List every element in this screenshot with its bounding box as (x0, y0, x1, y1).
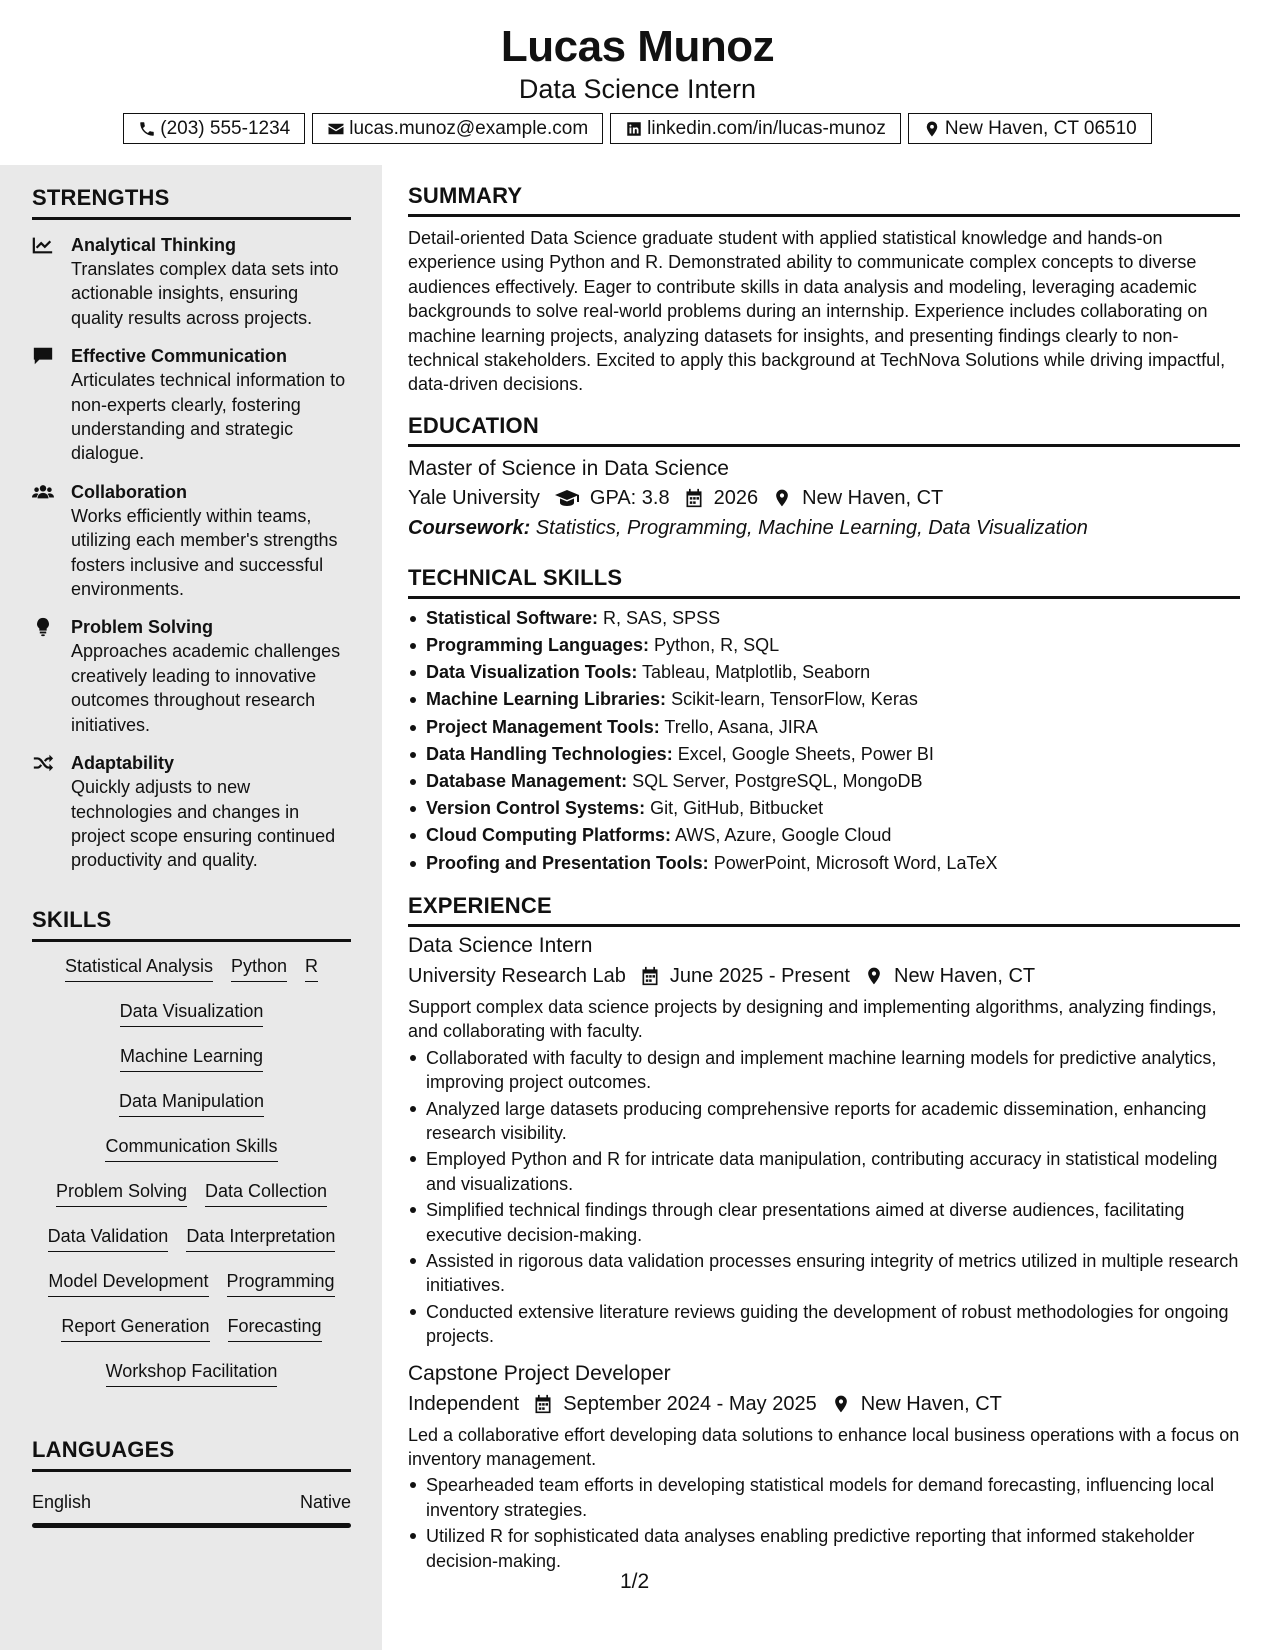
skill-values: SQL Server, PostgreSQL, MongoDB (627, 771, 923, 792)
summary-section (408, 183, 1240, 397)
degree-title: Master of Science in Data Science (408, 456, 729, 480)
skill-values: R, SAS, SPSS (598, 607, 721, 628)
skill-category: Programming Languages: (426, 635, 650, 656)
list-item (408, 795, 1240, 822)
skill-tag: Communication Skills (105, 1134, 277, 1162)
skill-values: Trello, Asana, JIRA (659, 716, 818, 737)
list-item: Assisted in rigorous data validation processes ensuring integrity of metrics utilized in multiple research initiatives. (408, 1249, 1240, 1298)
graduation-cap-icon (554, 488, 580, 508)
skill-row (32, 1224, 351, 1269)
skill-values: Scikit-learn, TensorFlow, Keras (666, 689, 918, 710)
list-item (408, 768, 1240, 795)
phone-icon (138, 120, 156, 138)
contact-linkedin[interactable] (610, 113, 901, 144)
skill-values: AWS, Azure, Google Cloud (670, 825, 892, 846)
skill-tag: Workshop Facilitation (106, 1359, 278, 1387)
gpa (554, 483, 670, 513)
page-number: 1/2 (620, 1570, 650, 1593)
location-text: New Haven, CT (802, 486, 944, 509)
list-item (408, 686, 1240, 713)
lightbulb-icon (32, 617, 54, 637)
skill-values: PowerPoint, Microsoft Word, LaTeX (708, 852, 998, 873)
strength-title: Analytical Thinking (71, 235, 237, 255)
calendar-icon (640, 966, 660, 986)
strengths-heading: STRENGTHS (32, 185, 351, 220)
strength-description: Approaches academic challenges creatively leading to innovative outcomes throughout research initiatives. (71, 641, 341, 735)
education-meta (408, 483, 1240, 513)
skill-category: Version Control Systems: (426, 798, 646, 819)
strength-title: Collaboration (71, 481, 187, 502)
list-item: Utilized R for sophisticated data analyses enabling predictive reporting that informed stakeholder decision-making. (408, 1524, 1240, 1573)
skill-row (32, 1314, 351, 1359)
map-pin-icon (772, 488, 792, 508)
speech-bubble-icon (32, 346, 54, 366)
skill-values: Excel, Google Sheets, Power BI (672, 743, 934, 764)
calendar-icon (533, 1394, 553, 1414)
job-location (831, 1389, 1002, 1419)
year-text: 2026 (713, 486, 759, 509)
skill-row (32, 1359, 351, 1404)
phone-text: (203) 555-1234 (160, 117, 291, 139)
job-org: University Research Lab (408, 964, 626, 987)
strength-item (32, 480, 351, 602)
list-item: Conducted extensive literature reviews guiding the development of robust methodologies for ongoing projects. (408, 1300, 1240, 1349)
job-entry (408, 1359, 1240, 1573)
map-pin-icon (831, 1394, 851, 1414)
list-item (408, 822, 1240, 849)
location-text: New Haven, CT 06510 (944, 117, 1137, 139)
strength-item (32, 233, 351, 330)
skill-row (32, 1134, 351, 1179)
skill-values: Python, R, SQL (649, 635, 780, 656)
contact-phone[interactable] (123, 113, 305, 144)
job-entry (408, 931, 1240, 1349)
job-location (864, 961, 1035, 991)
skill-tag: Problem Solving (56, 1179, 187, 1207)
coursework-list: Statistics, Programming, Machine Learning, Data Visualization (530, 516, 1088, 539)
list-item (408, 714, 1240, 741)
envelope-icon (327, 120, 345, 138)
strength-item (32, 615, 351, 737)
grad-year (684, 483, 759, 513)
sidebar (0, 165, 382, 1650)
job-meta (408, 1389, 1240, 1419)
skill-category: Database Management: (426, 771, 628, 792)
candidate-role: Data Science Intern (518, 74, 757, 104)
job-meta (408, 961, 1240, 991)
email-text: lucas.munoz@example.com (349, 117, 589, 139)
skills-section (32, 907, 351, 1404)
strength-title: Adaptability (71, 753, 175, 774)
skill-category: Statistical Software: (426, 607, 599, 628)
skill-tag: Data Interpretation (186, 1224, 335, 1252)
contact-location[interactable] (908, 113, 1152, 144)
coursework (408, 513, 1240, 543)
skill-category: Project Management Tools: (426, 716, 660, 737)
skill-values: Tableau, Matplotlib, Seaborn (637, 662, 871, 683)
job-bullets (408, 1473, 1240, 1573)
skill-category: Proofing and Presentation Tools: (426, 852, 709, 873)
strength-item (32, 344, 351, 466)
gpa-text: GPA: 3.8 (589, 486, 670, 509)
skill-row (32, 1044, 351, 1089)
strength-title: Effective Communication (71, 346, 288, 367)
strength-description: Translates complex data sets into actionable insights, ensuring quality results across projects. (71, 259, 339, 328)
skill-row (32, 1089, 351, 1134)
dates-text: June 2025 - Present (669, 964, 850, 987)
language-proficiency-bar (32, 1523, 351, 1528)
skill-tag: Data Manipulation (119, 1089, 264, 1117)
job-summary: Led a collaborative effort developing data solutions to enhance local business operations with a focus on inventory management. (408, 1424, 1240, 1469)
skill-tags (32, 954, 351, 1404)
language-name: English (32, 1492, 92, 1512)
education-heading: EDUCATION (408, 413, 1240, 447)
skill-tag: Data Validation (48, 1224, 169, 1252)
skill-tag: Model Development (48, 1269, 208, 1297)
shuffle-icon (32, 753, 54, 773)
list-item: Analyzed large datasets producing comprehensive reports for academic dissemination, enhancing research visibility. (408, 1097, 1240, 1146)
list-item (408, 850, 1240, 877)
skill-tag: Data Visualization (120, 999, 264, 1027)
technical-skills-list (408, 605, 1240, 877)
strength-description: Articulates technical information to non-experts clearly, fostering understanding and strategic dialogue. (71, 370, 346, 464)
list-item: Collaborated with faculty to design and implement machine learning models for predictive analytics, improving project outcomes. (408, 1046, 1240, 1095)
skill-tag: Forecasting (228, 1314, 322, 1342)
list-item (408, 741, 1240, 768)
skill-tag: Data Collection (205, 1179, 327, 1207)
language-level: Native (299, 1492, 351, 1512)
linkedin-text: linkedin.com/in/lucas-munoz (647, 117, 886, 139)
skill-row (32, 1269, 351, 1314)
skill-tag: Machine Learning (120, 1044, 263, 1072)
skill-values: Git, GitHub, Bitbucket (645, 798, 824, 819)
job-dates (640, 961, 850, 991)
list-item (408, 605, 1240, 632)
list-item: Spearheaded team efforts in developing statistical models for demand forecasting, influencing local inventory strategies. (408, 1473, 1240, 1522)
skill-row (32, 1179, 351, 1224)
language-item (32, 1492, 351, 1513)
technical-skills-section (408, 565, 1240, 877)
skill-row (32, 954, 351, 999)
location-text: New Haven, CT (894, 964, 1036, 987)
location-text: New Haven, CT (860, 1392, 1002, 1415)
job-bullets (408, 1046, 1240, 1349)
skill-tag: R (305, 954, 318, 982)
strength-description: Works efficiently within teams, utilizing each member's strengths fosters inclusive and successful environments. (71, 505, 338, 600)
candidate-name: Lucas Munoz (500, 22, 775, 71)
technical-skills-heading: TECHNICAL SKILLS (408, 565, 1240, 599)
skill-tag: Report Generation (61, 1314, 209, 1342)
languages-heading: LANGUAGES (32, 1437, 351, 1472)
chart-line-icon (32, 235, 54, 255)
languages-section (32, 1437, 351, 1528)
strength-title: Problem Solving (71, 617, 214, 638)
experience-section (408, 893, 1240, 1573)
school-location (772, 483, 943, 513)
job-title: Capstone Project Developer (408, 1361, 671, 1385)
list-item: Simplified technical findings through clear presentations aimed at diverse audiences, facilitating executive decision-making. (408, 1198, 1240, 1247)
list-item (408, 659, 1240, 686)
skill-category: Data Handling Technologies: (426, 743, 673, 764)
dates-text: September 2024 - May 2025 (563, 1392, 817, 1415)
strengths-section (32, 185, 351, 873)
job-title: Data Science Intern (408, 933, 593, 957)
skill-tag: Programming (227, 1269, 335, 1297)
experience-heading: EXPERIENCE (408, 893, 1240, 927)
users-icon (32, 482, 54, 502)
strength-item (32, 751, 351, 873)
list-item (408, 632, 1240, 659)
map-pin-icon (923, 120, 941, 138)
linkedin-icon (625, 120, 643, 138)
coursework-label: Coursework: (408, 516, 531, 539)
contact-email[interactable] (312, 113, 603, 144)
skill-row (32, 999, 351, 1044)
job-org: Independent (408, 1392, 520, 1415)
school-name: Yale University (408, 486, 540, 509)
main-content (408, 165, 1240, 1573)
skill-category: Data Visualization Tools: (426, 662, 638, 683)
calendar-icon (684, 488, 704, 508)
contact-bar (0, 113, 1275, 144)
summary-text: Detail-oriented Data Science graduate student with applied statistical knowledge and hands-on experience using Python and R. Demonstrated ability to communicate complex concepts to diverse audiences effectively. Eager to contribute skills in data analysis and modeling, leveraging academic backgrounds to solve real-world problems during an internship. Experience includes collaborating on machine learning projects, analyzing datasets for insights, and presenting findings clearly to non-technical stakeholders. Excited to apply this background at TechNova Solutions while driving impactful, data-driven decisions. (408, 228, 1226, 395)
skill-tag: Python (231, 954, 287, 982)
skill-tag: Statistical Analysis (65, 954, 213, 982)
job-dates (533, 1389, 817, 1419)
resume-header (0, 0, 1275, 165)
skill-category: Cloud Computing Platforms: (426, 825, 671, 846)
list-item: Employed Python and R for intricate data manipulation, contributing accuracy in statistical modeling and visualizations. (408, 1147, 1240, 1196)
job-summary: Support complex data science projects by designing and implementing algorithms, analyzing findings, and collaborating with faculty. (408, 996, 1217, 1042)
education-section (408, 413, 1240, 543)
skills-heading: SKILLS (32, 907, 351, 942)
summary-heading: SUMMARY (408, 183, 1240, 217)
skill-category: Machine Learning Libraries: (426, 689, 667, 710)
strength-description: Quickly adjusts to new technologies and changes in project scope ensuring continued productivity and quality. (71, 777, 336, 871)
map-pin-icon (864, 966, 884, 986)
